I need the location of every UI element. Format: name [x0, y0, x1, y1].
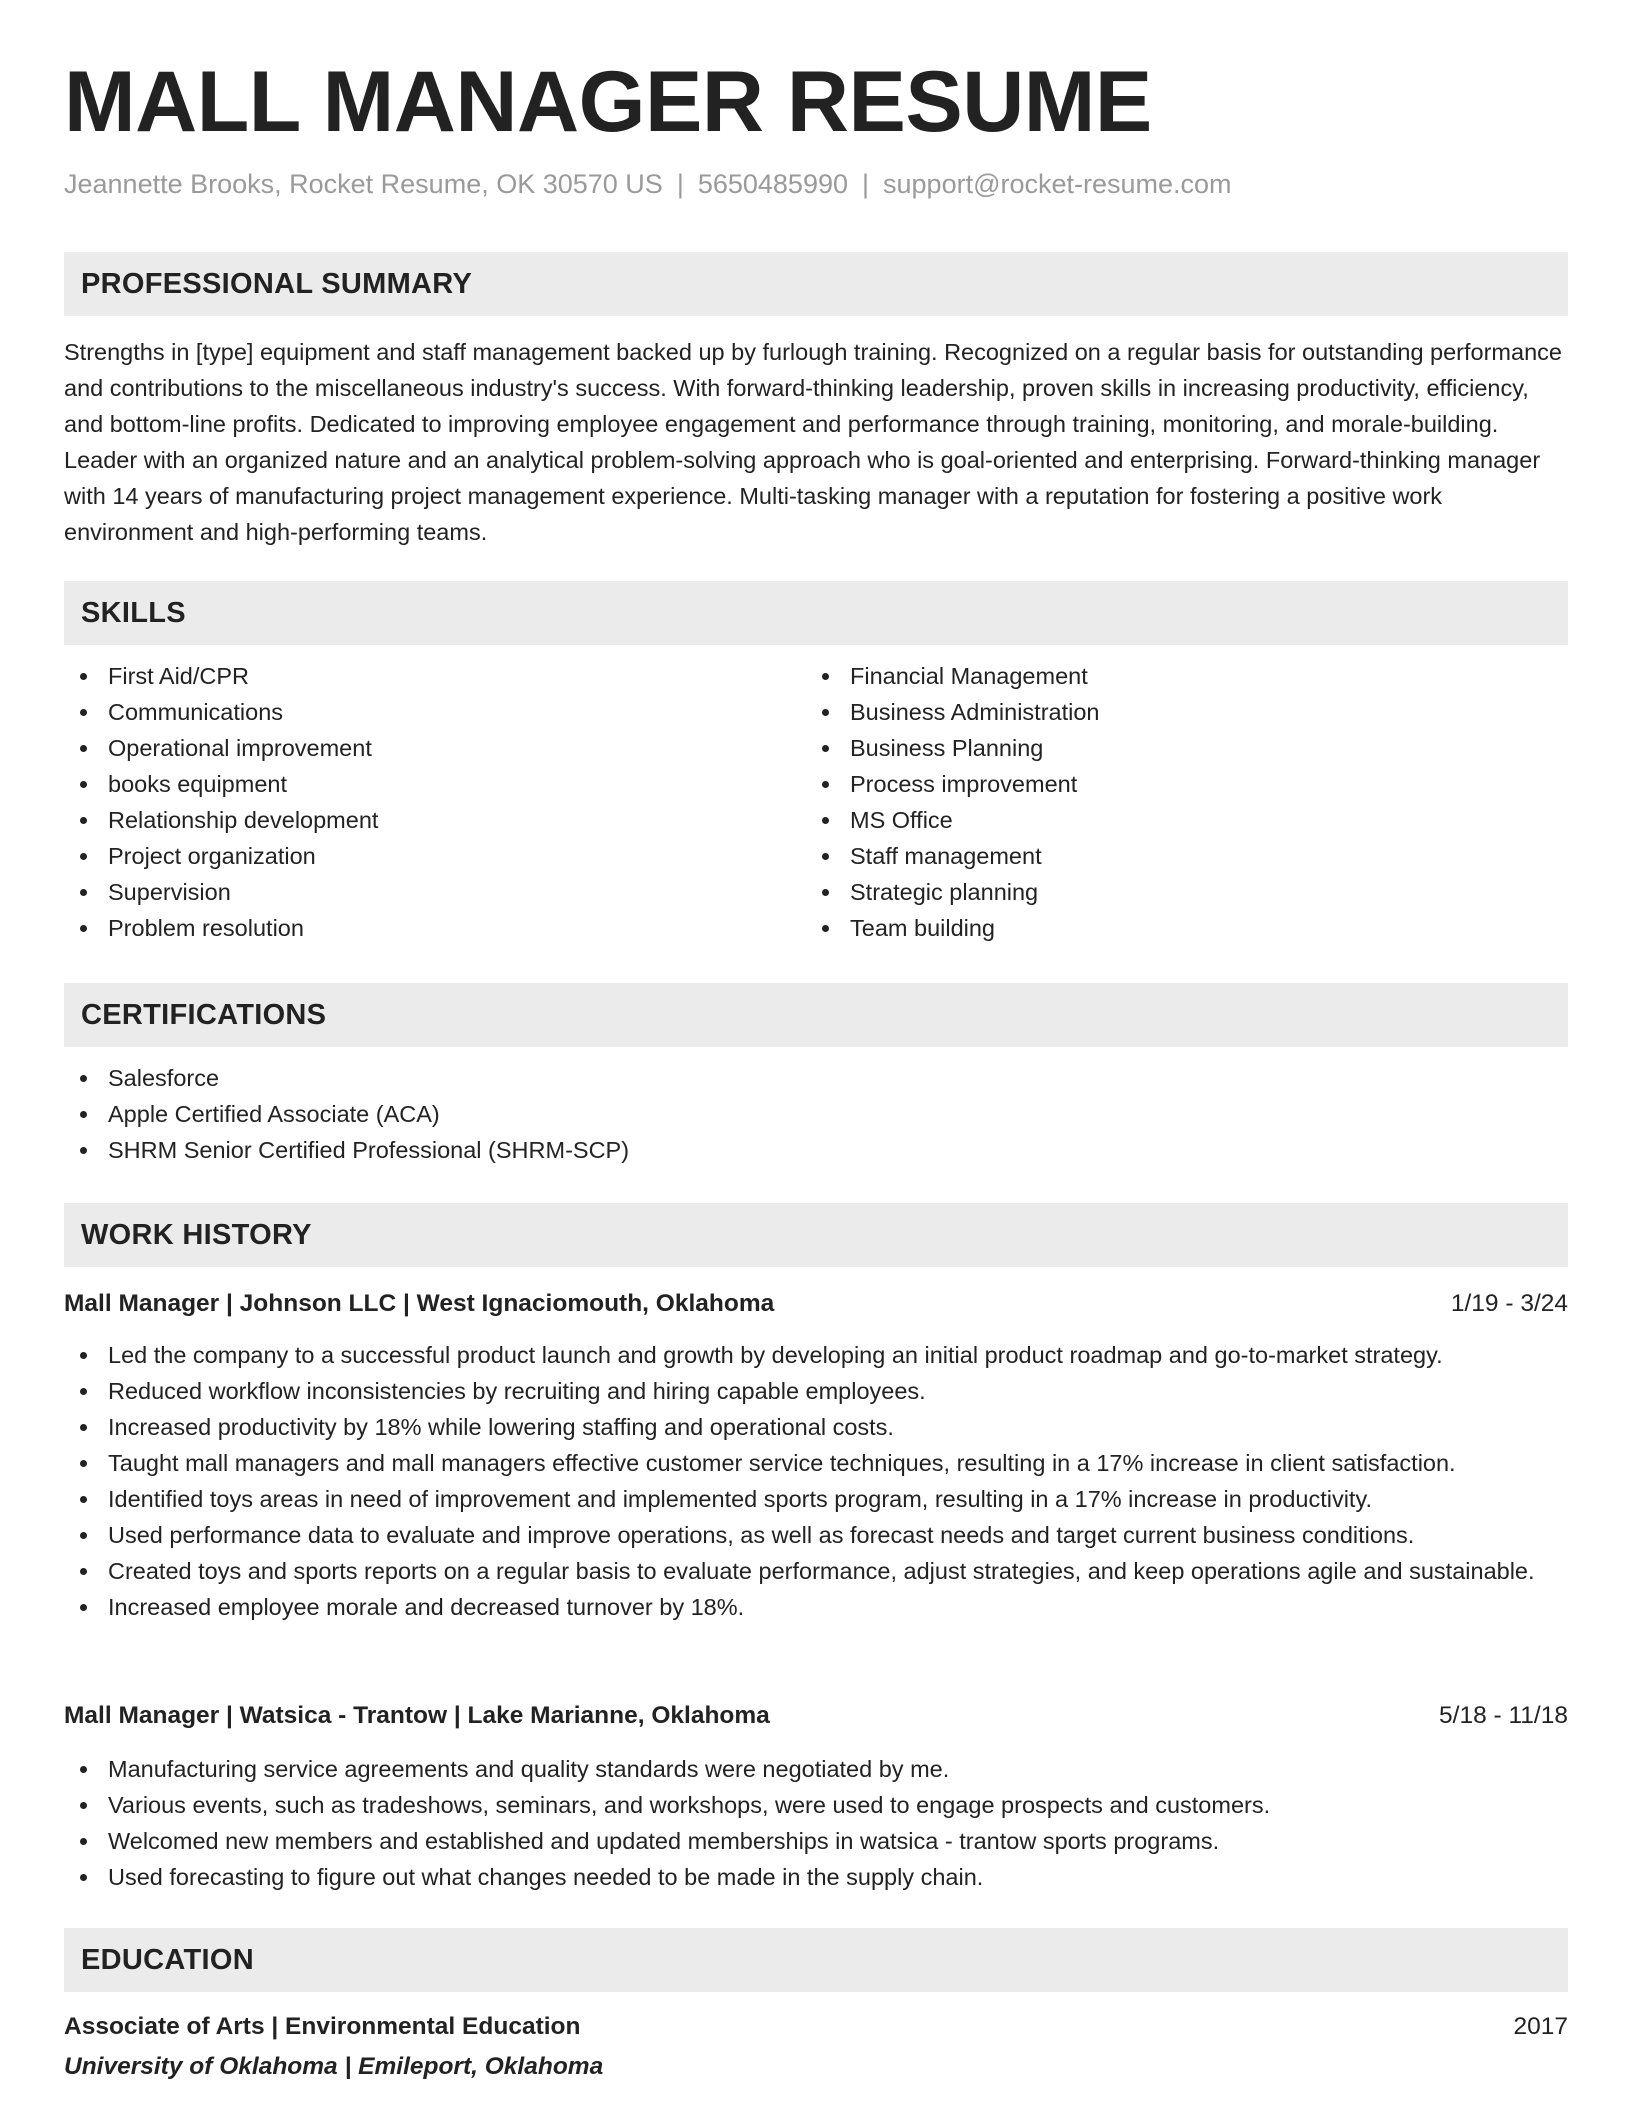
job-bullet: Various events, such as tradeshows, seminars, and workshops, were used to engage prospects and customers.: [64, 1787, 1568, 1823]
summary-text: Strengths in [type] equipment and staff management backed up by furlough training. Recognized on a regular basis for outstanding performance and contributions to the miscellaneous industry's success. With forward-thinking leadership, proven skills in increasing productivity, efficiency, and bottom-line profits. Dedicated to improving employee engagement and performance through training, monitoring, and morale-building. Leader with an organized nature and an analytical problem-solving approach who is goal-oriented and enterprising. Forward-thinking manager with 14 years of manufacturing project management experience. Multi-tasking manager with a reputation for fostering a positive work environment and high-performing teams.: [64, 339, 1562, 545]
job-bullet: Increased productivity by 18% while lowering staffing and operational costs.: [64, 1409, 1568, 1445]
resume-title: MALL MANAGER RESUME: [64, 54, 1152, 150]
skill-item: Team building: [806, 910, 1546, 946]
contact-address: Jeannette Brooks, Rocket Resume, OK 30570 US: [64, 169, 663, 199]
section-header-summary: [64, 252, 1568, 316]
certification-item: Salesforce: [64, 1060, 1568, 1096]
skill-item: Supervision: [64, 874, 804, 910]
graduation-year: 2017: [1513, 2013, 1568, 2040]
job-bullet: Created toys and sports reports on a regular basis to evaluate performance, adjust strategies, and keep operations agile and sustainable.: [64, 1553, 1568, 1589]
job-bullets: [64, 1337, 1568, 1625]
skill-item: Relationship development: [64, 802, 804, 838]
skills-list-left: [64, 658, 804, 946]
skill-item: MS Office: [806, 802, 1546, 838]
job-title: Mall Manager | Watsica - Trantow | Lake Marianne, Oklahoma: [64, 1702, 770, 1729]
education-heading: [64, 2009, 1568, 2045]
job-dates: 5/18 - 11/18: [1439, 1702, 1568, 1729]
job-bullet: Taught mall managers and mall managers effective customer service techniques, resulting in a 17% increase in client satisfaction.: [64, 1445, 1568, 1481]
section-title: WORK HISTORY: [81, 1219, 312, 1251]
job-bullet: Welcomed new members and established and updated memberships in watsica - trantow sports programs.: [64, 1823, 1568, 1859]
skill-item: Business Planning: [806, 730, 1546, 766]
skill-item: Operational improvement: [64, 730, 804, 766]
skill-item: Communications: [64, 694, 804, 730]
contact-separator: |: [862, 169, 870, 199]
job-bullet: Identified toys areas in need of improvement and implemented sports program, resulting in a 17% increase in productivity.: [64, 1481, 1568, 1517]
degree: Associate of Arts | Environmental Education: [64, 2013, 581, 2040]
job-bullet: Reduced workflow inconsistencies by recruiting and hiring capable employees.: [64, 1373, 1568, 1409]
job-title: Mall Manager | Johnson LLC | West Ignaciomouth, Oklahoma: [64, 1290, 775, 1317]
section-header-education: [64, 1928, 1568, 1992]
skill-item: Process improvement: [806, 766, 1546, 802]
skill-item: Problem resolution: [64, 910, 804, 946]
certification-item: Apple Certified Associate (ACA): [64, 1096, 1568, 1132]
skill-item: Strategic planning: [806, 874, 1546, 910]
section-title: EDUCATION: [81, 1944, 254, 1976]
skills-list-right: [806, 658, 1546, 946]
job-bullet: Manufacturing service agreements and quality standards were negotiated by me.: [64, 1751, 1568, 1787]
school: University of Oklahoma | Emileport, Oklahoma: [64, 2053, 604, 2080]
job-heading: [64, 1286, 1568, 1322]
skill-item: Business Administration: [806, 694, 1546, 730]
job-bullet: Increased employee morale and decreased turnover by 18%.: [64, 1589, 1568, 1625]
skill-item: Financial Management: [806, 658, 1546, 694]
job-dates: 1/19 - 3/24: [1450, 1290, 1568, 1317]
skill-item: First Aid/CPR: [64, 658, 804, 694]
section-header-skills: [64, 581, 1568, 645]
section-header-certifications: [64, 983, 1568, 1047]
certification-item: SHRM Senior Certified Professional (SHRM-SCP): [64, 1132, 1568, 1168]
section-title: SKILLS: [81, 597, 186, 629]
contact-phone: 5650485990: [697, 169, 848, 199]
skill-item: Staff management: [806, 838, 1546, 874]
job-bullet: Led the company to a successful product launch and growth by developing an initial product roadmap and go-to-market strategy.: [64, 1337, 1568, 1373]
job-bullet: Used performance data to evaluate and improve operations, as well as forecast needs and target current business conditions.: [64, 1517, 1568, 1553]
section-title: PROFESSIONAL SUMMARY: [81, 268, 473, 300]
job-bullet: Used forecasting to figure out what changes needed to be made in the supply chain.: [64, 1859, 1568, 1895]
certifications-list: [64, 1060, 1568, 1168]
job-heading: [64, 1698, 1568, 1734]
contact-email[interactable]: support@rocket-resume.com: [883, 169, 1232, 199]
job-bullets: [64, 1751, 1568, 1895]
contact-line: [64, 166, 1232, 202]
skill-item: Project organization: [64, 838, 804, 874]
section-header-work-history: [64, 1203, 1568, 1267]
section-title: CERTIFICATIONS: [81, 999, 327, 1031]
skill-item: books equipment: [64, 766, 804, 802]
contact-separator: |: [676, 169, 684, 199]
